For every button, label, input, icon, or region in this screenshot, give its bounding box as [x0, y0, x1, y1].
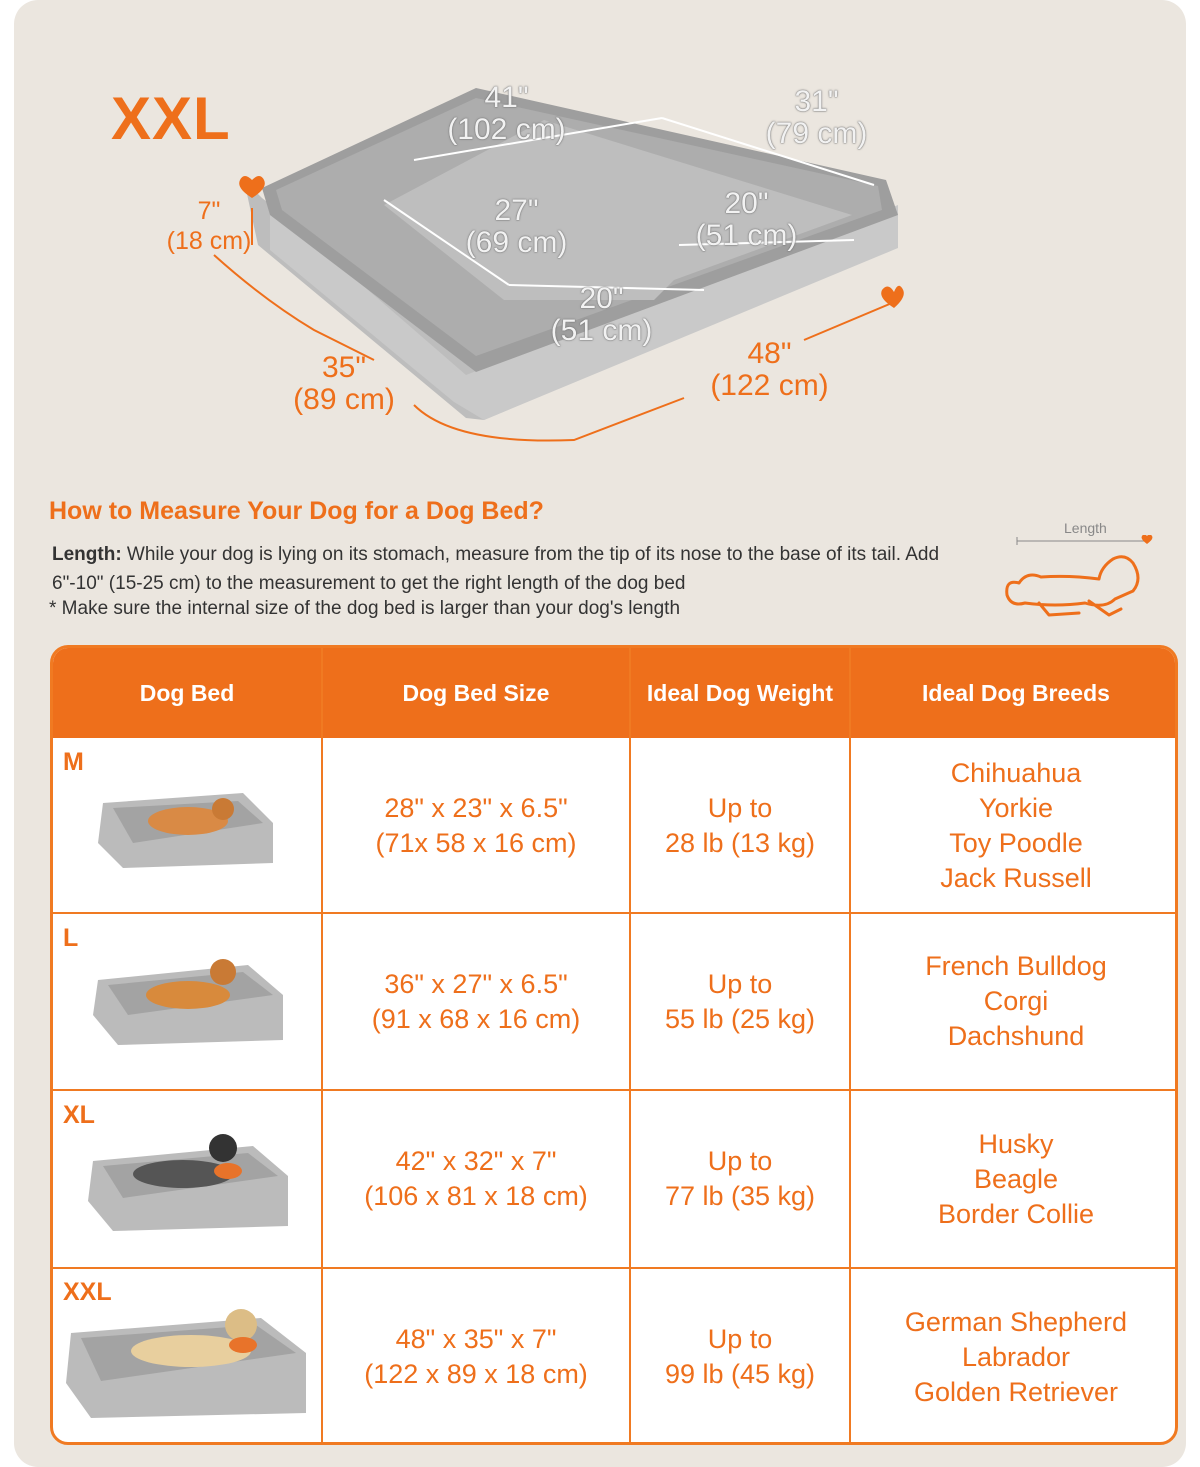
- dim-front: 20" (51 cm): [550, 282, 653, 347]
- table-header: [53, 648, 1175, 738]
- guide-note: * Make sure the internal size of the dog bed is larger than your dog's length: [49, 598, 681, 619]
- row-xxl-size: 48" x 35" x 7" (122 x 89 x 18 cm): [364, 1324, 588, 1389]
- dim-base-length: 48" (122 cm): [710, 337, 829, 402]
- guide-heading: How to Measure Your Dog for a Dog Bed?: [49, 497, 544, 525]
- dog-length-icon: [999, 535, 1159, 625]
- arrow-base-length: [804, 300, 899, 340]
- row-xxl-weight: Up to 99 lb (45 kg): [664, 1324, 816, 1389]
- size-title: XXL: [111, 85, 231, 152]
- length-description: While your dog is lying on its stomach, measure from the tip of its nose to the base of its tail. Add 6"-10" (15-25 cm) to the measurement to get the right length of the dog bed: [52, 544, 940, 594]
- bed-l-image: [88, 950, 293, 1050]
- header-dog-weight: Ideal Dog Weight: [646, 679, 834, 706]
- guide-length-text: [52, 540, 982, 598]
- bed-xl-image: [83, 1126, 298, 1236]
- row-m-breeds: Chihuahua Yorkie Toy Poodle Jack Russell: [940, 758, 1092, 893]
- heart-icon: [881, 286, 904, 308]
- dim-inner-length: 27" (69 cm): [465, 194, 568, 259]
- row-m-weight: Up to 28 lb (13 kg): [664, 793, 816, 858]
- row-l-size: 36" x 27" x 6.5" (91 x 68 x 16 cm): [371, 968, 581, 1034]
- product-infographic: [14, 0, 1186, 1467]
- row-l-weight: Up to 55 lb (25 kg): [664, 968, 816, 1034]
- heart-icon: [239, 176, 265, 198]
- row-size-xl: XL: [63, 1101, 95, 1129]
- row-m-size: 28" x 23" x 6.5" (71x 58 x 16 cm): [375, 793, 577, 858]
- dim-outer-width: 31" (79 cm): [765, 85, 868, 150]
- row-size-l: L: [63, 924, 79, 952]
- row-size-m: M: [63, 748, 84, 776]
- dim-outer-length: 41" (102 cm): [447, 81, 566, 146]
- bed-xxl-image: [61, 1303, 316, 1423]
- row-xl-weight: Up to 77 lb (35 kg): [664, 1146, 816, 1211]
- header-bed-size: Dog Bed Size: [402, 679, 550, 706]
- row-l-breeds: French Bulldog Corgi Dachshund: [925, 951, 1107, 1051]
- row-size-xxl: XXL: [63, 1278, 112, 1306]
- header-dog-bed: Dog Bed: [139, 679, 235, 706]
- length-icon-label: Length: [1064, 520, 1107, 536]
- length-label: Length:: [52, 544, 122, 565]
- size-table: [50, 645, 1178, 1445]
- dim-inner-width: 20" (51 cm): [695, 187, 798, 252]
- row-xxl-breeds: German Shepherd Labrador Golden Retriever: [904, 1306, 1128, 1407]
- dim-height: 7" (18 cm): [166, 197, 252, 255]
- header-dog-breeds: Ideal Dog Breeds: [922, 679, 1110, 706]
- row-xl-breeds: Husky Beagle Border Collie: [937, 1128, 1095, 1229]
- dim-base-width: 35" (89 cm): [293, 351, 395, 416]
- bed-m-image: [93, 783, 283, 873]
- row-xl-size: 42" x 32" x 7" (106 x 81 x 18 cm): [364, 1146, 588, 1211]
